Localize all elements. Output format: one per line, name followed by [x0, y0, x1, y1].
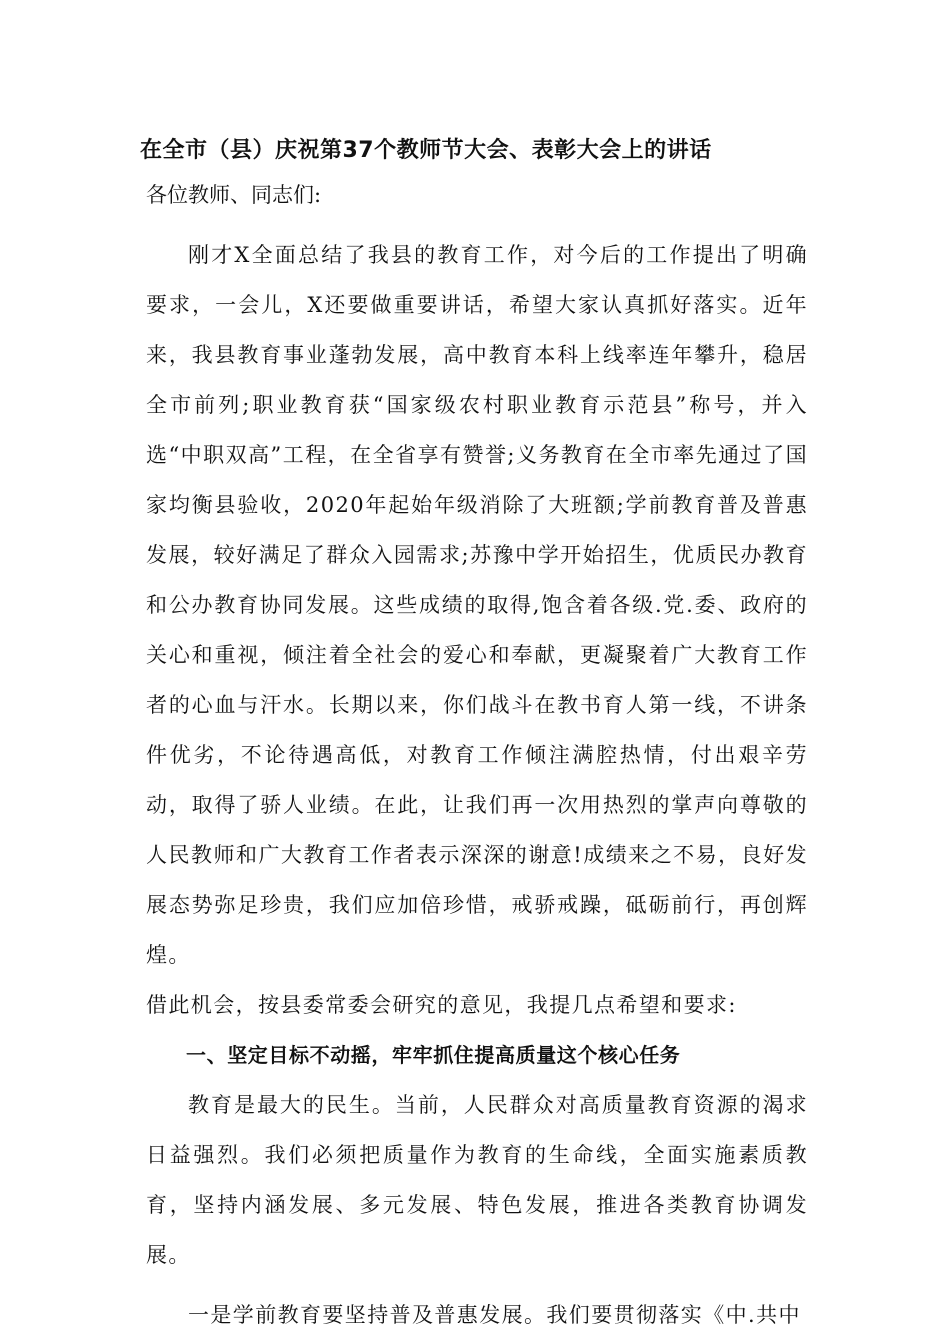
document-title: 在全市（县）庆祝第37个教师节大会、表彰大会上的讲话 — [140, 138, 712, 163]
paragraph-opening: 刚才X全面总结了我县的教育工作，对今后的工作提出了明确要求，一会儿，X还要做重要讲话，希望大家认真抓好落实。近年来，我县教育事业蓬勃发展，高中教育本科上线率连年攀升，稳居全市前列;职业教育获“国家级农村职业教育示范县”称号，并入选“中职双高”工程，在全省享有赞誉;义务教育在全市率先通过了国家均衡县验收，2020年起始年级消除了大班额;学前教育普及普惠发展，较好满足了群众入园需求;苏豫中学开始招生，优质民办教育和公办教育协同发展。这些成绩的取得,饱含着各级.党.委、政府的关心和重视，倾注着全社会的爱心和奉献，更凝聚着广大教育工作者的心血与汗水。长期以来，你们战斗在教书育人第一线，不讲条件优劣，不论待遇高低，对教育工作倾注满腔热情，付出艰辛劳动，取得了骄人业绩。在此，让我们再一次用热烈的掌声向尊敬的人民教师和广大教育工作者表示深深的谢意!成绩来之不易，良好发展态势弥足珍贵，我们应加倍珍惜，戒骄戒躁，砥砺前行，再创辉煌。 — [146, 243, 808, 967]
paragraph-request-intro: 借此机会，按县委常委会研究的意见，我提几点希望和要求: — [146, 993, 737, 1017]
document-page — [140, 136, 808, 1340]
section-heading-1: 一、坚定目标不动摇，牢牢抓住提高质量这个核心任务 — [186, 1043, 681, 1067]
paragraph-preschool: 一是学前教育要坚持普及普惠发展。我们要贯彻落实《中.共中 — [188, 1303, 801, 1327]
paragraph-quality: 教育是最大的民生。当前，人民群众对高质量教育资源的渴求日益强烈。我们必须把质量作为教育的生命线，全面实施素质教育，坚持内涵发展、多元发展、特色发展，推进各类教育协调发展。 — [146, 1093, 808, 1267]
salutation: 各位教师、同志们: — [146, 183, 322, 207]
